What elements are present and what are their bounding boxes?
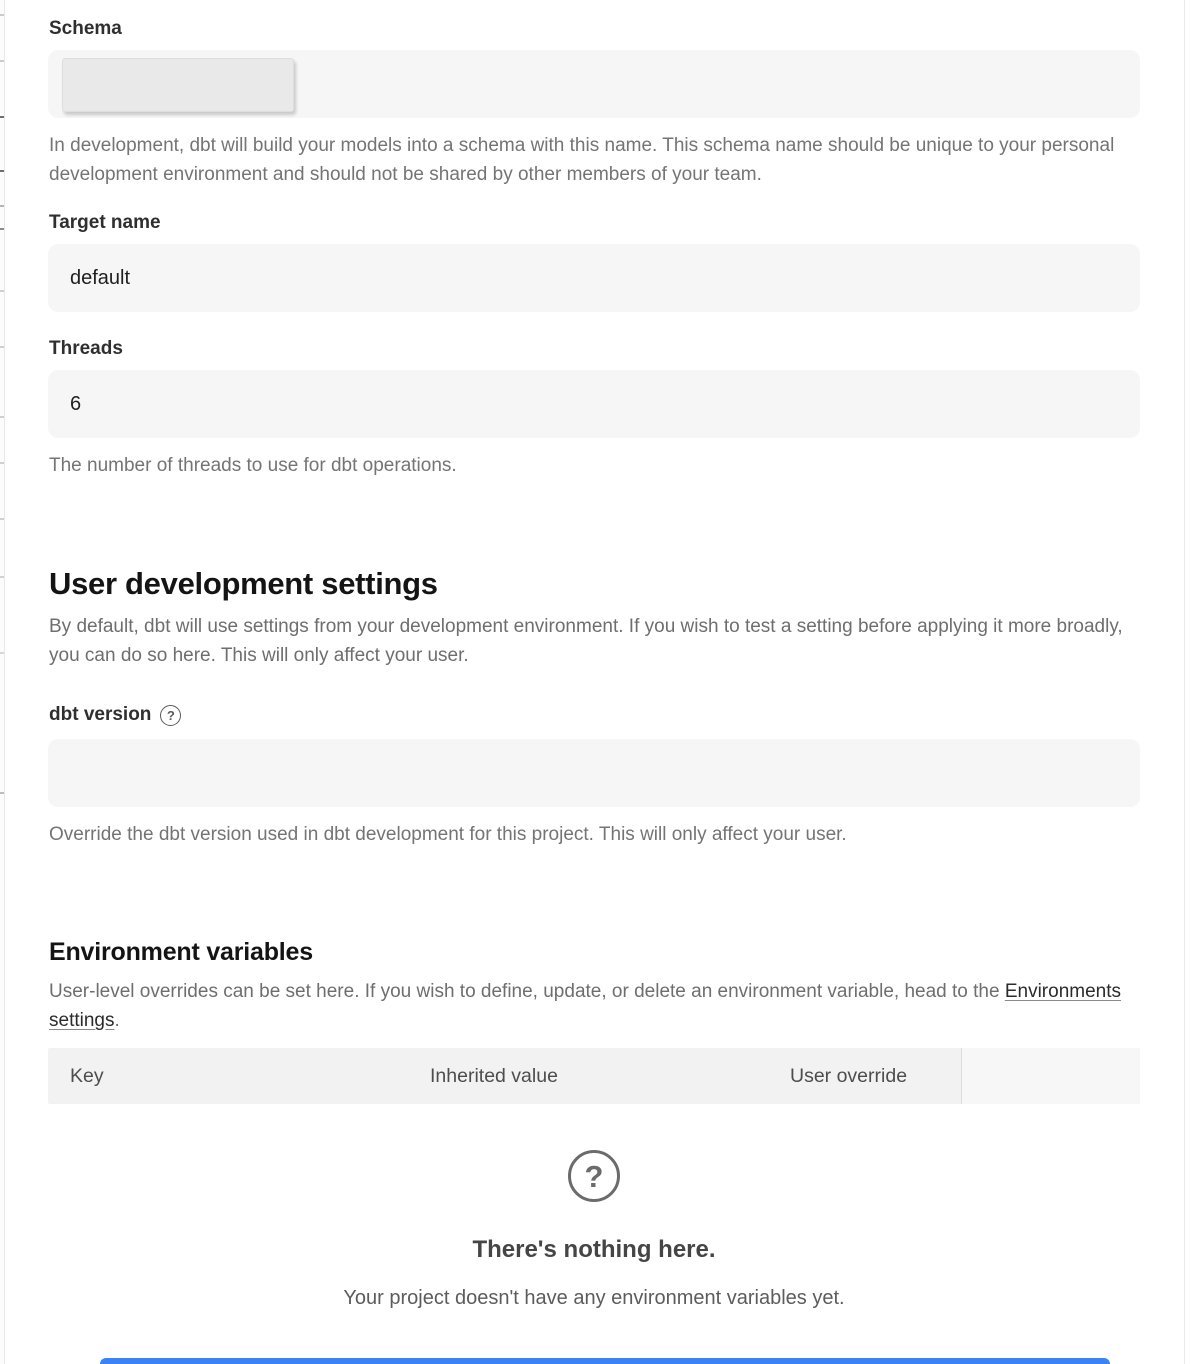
dbt-version-group	[48, 703, 1140, 849]
column-header-key: Key	[48, 1048, 430, 1104]
environments-settings-link[interactable]: Environments settings	[49, 981, 1122, 1031]
edge-tick	[0, 60, 4, 62]
schema-input-wrap	[48, 50, 1140, 118]
user-development-settings-title: User development settings	[49, 566, 438, 601]
edge-tick	[0, 518, 4, 520]
edge-tick	[0, 228, 4, 230]
dbt-version-label-row	[49, 703, 1140, 727]
redacted-schema-value	[62, 58, 294, 112]
dbt-version-input[interactable]	[48, 739, 1140, 807]
description-text-before-link: User-level overrides can be set here. If you wish to define, update, or delete an environment variable, head to the	[49, 981, 1005, 1002]
threads-label: Threads	[49, 338, 123, 359]
threads-input[interactable]	[48, 370, 1140, 438]
schema-label: Schema	[49, 18, 122, 39]
settings-page	[48, 0, 1140, 1311]
dbt-version-help-text: Override the dbt version used in dbt development for this project. This will only affect your user.	[49, 824, 847, 845]
edge-tick	[0, 290, 4, 292]
edge-tick	[0, 652, 4, 654]
target-name-input[interactable]	[48, 244, 1140, 312]
environment-variables-title: Environment variables	[49, 938, 313, 966]
edge-tick	[0, 14, 4, 16]
environment-variables-description	[49, 977, 1140, 1035]
user-development-settings-description: By default, dbt will use settings from your development environment. If you wish to test a setting before applying it more broadly, you can do so here. This will only affect your user.	[49, 616, 1123, 666]
schema-help-text: In development, dbt will build your models into a schema with this name. This schema name should be unique to your personal development environment and should not be shared by other members of your team.	[49, 135, 1115, 185]
question-circle-icon[interactable]: ?	[160, 705, 181, 726]
empty-state-subtitle: Your project doesn't have any environment variables yet.	[343, 1287, 845, 1309]
dbt-version-label: dbt version	[49, 704, 152, 725]
target-name-label: Target name	[49, 212, 161, 233]
edge-tick	[0, 116, 4, 118]
empty-state-title: There's nothing here.	[472, 1236, 716, 1263]
environment-variables-table-header	[48, 1048, 1140, 1104]
edge-tick	[0, 346, 4, 348]
description-text-after-link: .	[114, 1010, 120, 1031]
cutoff-left-panel-edge	[0, 0, 5, 1364]
cutoff-bottom-banner-edge	[100, 1358, 1110, 1364]
target-name-group	[48, 211, 1140, 312]
edge-tick	[0, 205, 4, 207]
environment-variables-empty-state	[48, 1150, 1140, 1311]
question-circle-icon: ?	[568, 1150, 620, 1202]
edge-tick	[0, 462, 4, 464]
column-header-user-override: User override	[790, 1048, 961, 1104]
threads-group	[48, 337, 1140, 480]
column-header-actions	[962, 1048, 1140, 1104]
edge-tick	[0, 416, 4, 418]
scrollbar-track-edge	[1184, 0, 1185, 1364]
column-header-inherited-value: Inherited value	[430, 1048, 790, 1104]
edge-tick	[0, 792, 4, 794]
threads-help-text: The number of threads to use for dbt operations.	[49, 455, 457, 476]
edge-tick	[0, 576, 4, 578]
edge-tick	[0, 170, 4, 172]
